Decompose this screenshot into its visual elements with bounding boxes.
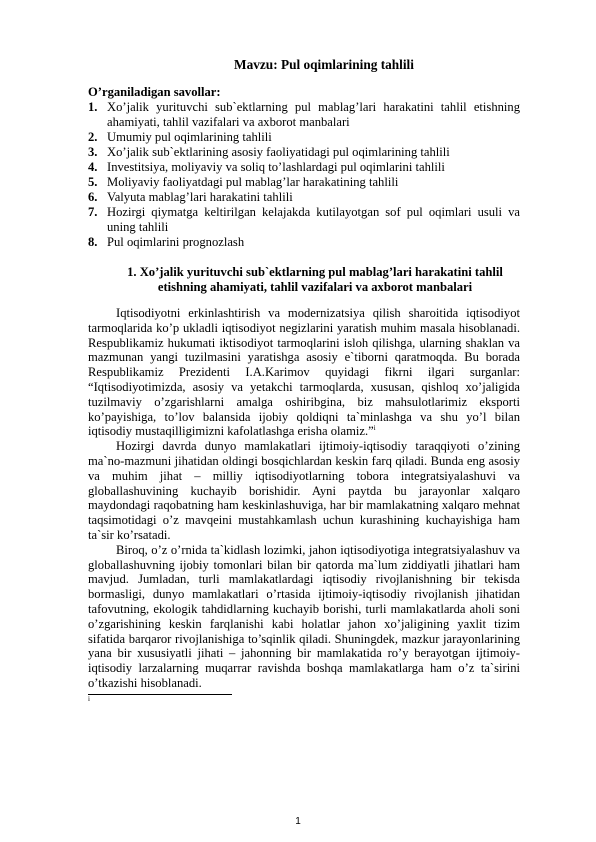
question-number: 2. [88, 130, 98, 144]
paragraph-text: Iqtisodiyotni erkinlashtirish va modernizatsiya qilish sharoitida iqtisodiyot tarmoqlarida ko’p ukladli iqtisodiyot negizlarini yaratish muhim masala hisoblanadi. Respublikamiz hukumati iktisodiyot tarmoqlarini isloh qilishga, ularning shaklan va mazmunan yangi tuzilmasini yaratishga asosiy e`tiborni qaratmoqda. Bu borada Respublikamiz Prezidenti I.A.Karimov quyidagi fikrni ilgari surganlar: “Iqtisodiyotimizda, asosiy va yetakchi tarmoqlarda, xususan, qishloq xo’jaligida tuzilmaviy o’zgarishlarni amalga oshiribgina, biz mahsulotlarimiz eksporti ko’payishiga, to’lov balansida ijobiy qoldiqni ta`minlashga va shu yo’l bilan iqtisodiy mustaqilligimizni kafolatlashga erisha olamiz.” [88, 306, 520, 439]
question-number: 4. [88, 160, 98, 174]
question-number: 7. [88, 205, 98, 219]
question-item [88, 130, 520, 145]
question-number: 3. [88, 145, 98, 159]
question-text: Xo’jalik yurituvchi sub`ektlarning pul mablag’lari harakatini tahlil etishning ahamiyati, tahlil vazifalari va axborot manbalari [107, 100, 520, 129]
body-paragraph [88, 306, 520, 439]
question-number: 5. [88, 175, 98, 189]
footnote-mark: i [88, 694, 90, 703]
question-item [88, 175, 520, 190]
question-item [88, 100, 520, 130]
question-item [88, 145, 520, 160]
questions-list [88, 100, 520, 250]
section-heading: 1. Xo’jalik yurituvchi sub`ektlarning pul mablag’lari harakatini tahlil etishning ahamiyati, tahlil vazifalari va axborot manbalari [127, 265, 503, 294]
document-page [88, 56, 520, 703]
questions-heading: O’rganiladigan savollar: [88, 85, 221, 99]
page-title: Mavzu: Pul oqimlarining tahlili [234, 57, 414, 72]
question-text: Moliyaviy faoliyatdagi pul mablag’lar harakatining tahlili [107, 175, 399, 189]
body-paragraph: Hozirgi davrda dunyo mamlakatlari ijtimoiy-iqtisodiy taraqqiyoti o’zining ma`no-mazmuni jihatidan oldingi bosqichlardan keskin farq qiladi. Bunda eng asosiy va muhim jihat – milliy iqtisodiyotlarning tobora integratsiyalashuvi va globallashuvining kuchayib borishidir. Ayni paytda bu jarayonlar xalqaro maydondagi raqobatning ham keskinlashuviga, har bir mamlakatning xalqaro mehnat taqsimotidagi o’z mavqeini mustahkamlash uchun kurashining kuchayishiga ham ta`sir ko’rsatadi. [88, 439, 520, 542]
question-text: Valyuta mablag’lari harakatini tahlili [107, 190, 293, 204]
question-item [88, 190, 520, 205]
question-number: 1. [88, 100, 98, 114]
question-item [88, 205, 520, 235]
page-number: 1 [295, 816, 301, 827]
question-text: Xo’jalik sub`ektlarining asosiy faoliyatidagi pul oqimlarining tahlili [107, 145, 450, 159]
question-item [88, 160, 520, 175]
question-text: Hozirgi qiymatga keltirilgan kelajakda kutilayotgan sof pul oqimlari usuli va uning tahlili [107, 205, 520, 234]
question-text: Investitsiya, moliyaviy va soliq to’lashlardagi pul oqimlarini tahlili [107, 160, 445, 174]
body-paragraph: Biroq, o’z o’rnida ta`kidlash lozimki, jahon iqtisodiyotiga integratsiyalashuv va globallashuvning ijobiy tomonlari bilan bir qatorda ma`lum ziddiyatli jihatlari ham mavjud. Jumladan, turli mamlakatlardagi iqtisodiy rivojlanishning bir tekisda bormasligi, dunyo mamlakatlari o’rtasida ijtimoiy-iqtisodiy rivojlanish jihatidan tafovutning, ekologik tahdidlarning kuchayib borishi, turli mamlakatlarda aholi soni o’zgarishining keskin farqlanishi kabi holatlar jahon xo’jaligining yaxlit tizim sifatida barqaror rivojlanishiga to’sqinlik qiladi. Shuningdek, mazkur jarayonlarining yana bir xususiyatli jihati – jahonning bir mamlakatida ro’y berayotgan ijtimoiy-iqtisodiy larzalarning muqarrar ravishda boshqa mamlakatlarga ham o’z ta`sirini o’tkazishi hisoblanadi. [88, 542, 520, 690]
question-number: 8. [88, 235, 98, 249]
question-text: Pul oqimlarini prognozlash [107, 235, 245, 249]
footnote-reference[interactable]: i [373, 424, 376, 433]
question-text: Umumiy pul oqimlarining tahlili [107, 130, 272, 144]
question-number: 6. [88, 190, 98, 204]
question-item [88, 235, 520, 250]
